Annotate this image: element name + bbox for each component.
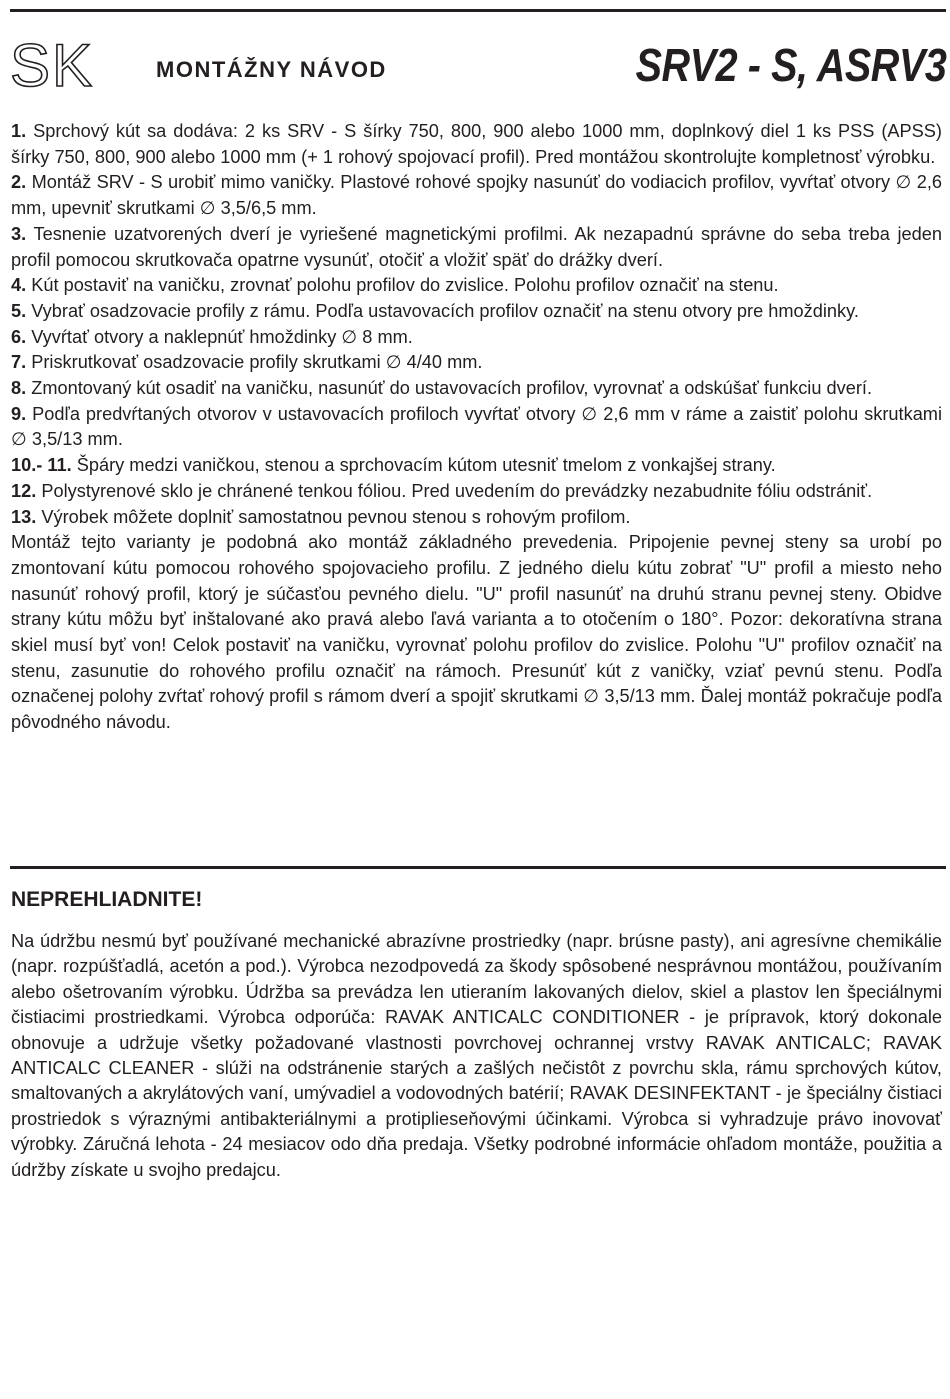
model-name: SRV2 - S, ASRV3	[635, 39, 946, 91]
step-3	[11, 222, 942, 273]
step-number: 5.	[11, 300, 27, 321]
instructions	[11, 119, 942, 736]
step-1	[11, 119, 942, 170]
step-5	[11, 299, 942, 325]
warning-title: NEPREHLIADNITE!	[11, 888, 203, 911]
step-13	[11, 505, 942, 531]
step-4	[11, 273, 942, 299]
step-7	[11, 350, 942, 376]
step-number: 4.	[11, 275, 27, 296]
step-number: 3.	[11, 223, 27, 244]
warning-text: Na údržbu nesmú byť používané mechanické abrazívne prostriedky (napr. brúsne pasty), ani agresívne chemikálie (napr. rozpúšťadlá, acetón a pod.). Výrobca nezodpovedá za škody spôsobené nesprávnou montážou, používaním alebo ošetrovaním výrobku. Údržba sa prevádza len utieraním lakovaných dielov, skiel a plastov len špeciálnymi čistiacimi prostriedkami. Výrobca odporúča: RAVAK ANTICALC CONDITIONER - je prípravok, ktorý dokonale obnovuje a udržuje všetky požadované vlastnosti povrchovej ochrannej vrstvy RAVAK ANTICALC; RAVAK ANTICALC CLEANER - slúži na odstránenie starých a zašlých nečistôt z povrchu skla, rámu sprchových kútov, smaltovaných a akrylátových vaní, umývadiel a vodovodných batérií; RAVAK DESINFEKTANT - je špeciálny čistiaci prostriedok s výraznými antibakteriálnymi a protiplieseňovými účinkami. Výrobca si vyhradzuje právo inovovať výrobky. Záručná lehota - 24 mesiacov odo dňa predaja. Všetky podrobné informácie ohľadom montáže, použitia a údržby získate u svojho predajcu.	[11, 931, 942, 1180]
step-text: Polystyrenové sklo je chránené tenkou fóliou. Pred uvedením do prevádzky nezabudnite fóliu odstrániť.	[36, 480, 873, 501]
step-number: 1.	[11, 121, 27, 141]
top-divider	[10, 9, 946, 12]
step-text: Kút postaviť na vaničku, zrovnať polohu profilov do zvislice. Polohu profilov označiť na stenu.	[26, 275, 779, 296]
language-code: SK	[10, 32, 95, 99]
step-text: Sprchový kút sa dodáva: 2 ks SRV - S šírky 750, 800, 900 alebo 1000 mm, doplnkový diel 1 ks PSS (APSS) šírky 750, 800, 900 alebo 1000 mm (+ 1 rohový spojovací profil). Pred montážou skontrolujte kompletnosť výrobku.	[11, 121, 942, 167]
step-6	[11, 325, 942, 351]
section-divider	[10, 866, 946, 869]
step-text: Priskrutkovať osadzovacie profily skrutkami ∅ 4/40 mm.	[26, 352, 483, 373]
step-text: Vybrať osadzovacie profily z rámu. Podľa ustavovacích profilov označiť na stenu otvory pre hmoždinky.	[26, 300, 859, 321]
step-number: 13.	[11, 506, 37, 527]
step-8	[11, 376, 942, 402]
step-text: Tesnenie uzatvorených dverí je vyriešené magnetickými profilmi. Ak nezapadnú správne do seba treba jeden profil pomocou skrutkovača opatrne vysunúť, otočiť a vložiť späť do drážky dverí.	[11, 223, 942, 270]
document-title: MONTÁŽNY NÁVOD	[156, 57, 387, 82]
step-number: 9.	[11, 403, 27, 424]
step-text: Výrobek môžete doplniť samostatnou pevnou stenou s rohovým profilom.	[36, 506, 631, 527]
step-10-11	[11, 453, 942, 479]
step-9	[11, 402, 942, 453]
step-number: 8.	[11, 378, 27, 399]
step-12	[11, 479, 942, 505]
step-text: Vyvŕtať otvory a naklepnúť hmoždinky ∅ 8 mm.	[26, 326, 413, 347]
step-text: Špáry medzi vaničkou, stenou a sprchovacím kútom utesniť tmelom z vonkajšej strany.	[71, 455, 776, 476]
step-text: Zmontovaný kút osadiť na vaničku, nasunúť do ustavovacích profilov, vyrovnať a odskúšať funkciu dverí.	[26, 378, 872, 399]
step-number: 6.	[11, 326, 27, 347]
step-text: Montáž SRV - S urobiť mimo vaničky. Plastové rohové spojky nasunúť do vodiacich profilov, vyvŕtať otvory ∅ 2,6 mm, upevniť skrutkami ∅ 3,5/6,5 mm.	[11, 172, 942, 219]
step-text: Podľa predvŕtaných otvorov v ustavovacích profiloch vyvŕtať otvory ∅ 2,6 mm v ráme a zaistiť polohu skrutkami ∅ 3,5/13 mm.	[11, 403, 942, 450]
step-number: 2.	[11, 172, 27, 193]
step-number: 12.	[11, 480, 37, 501]
step-number: 10.- 11.	[11, 455, 72, 476]
variant-paragraph: Montáž tejto varianty je podobná ako montáž základného prevedenia. Pripojenie pevnej steny sa urobí po zmontovaní kútu pomocou rohového spojovacieho profilu. Z jedného dielu kútu zobrať "U" profil a miesto neho nasunúť rohový profil, ktorý je súčasťou pevného dielu. "U" profil nasunúť na druhú stranu pevnej steny. Obidve strany kútu môžu byť inštalované ako pravá alebo ľavá varianta a to otočením o 180°. Pozor: dekoratívna strana skiel musí byť von! Celok postaviť na vaničku, vyrovnať polohu profilov do zvislice. Polohu "U" profilov označiť na stenu, zasunutie do rohového profilu označiť na rámoch. Presunúť kút z vaničky, vziať pevnú stenu. Podľa označenej polohy zvŕtať rohový profil s rámom dverí a spojiť skrutkami ∅ 3,5/13 mm. Ďalej montáž pokračuje podľa pôvodného návodu.	[11, 532, 942, 733]
step-2	[11, 170, 942, 221]
step-number: 7.	[11, 352, 27, 373]
